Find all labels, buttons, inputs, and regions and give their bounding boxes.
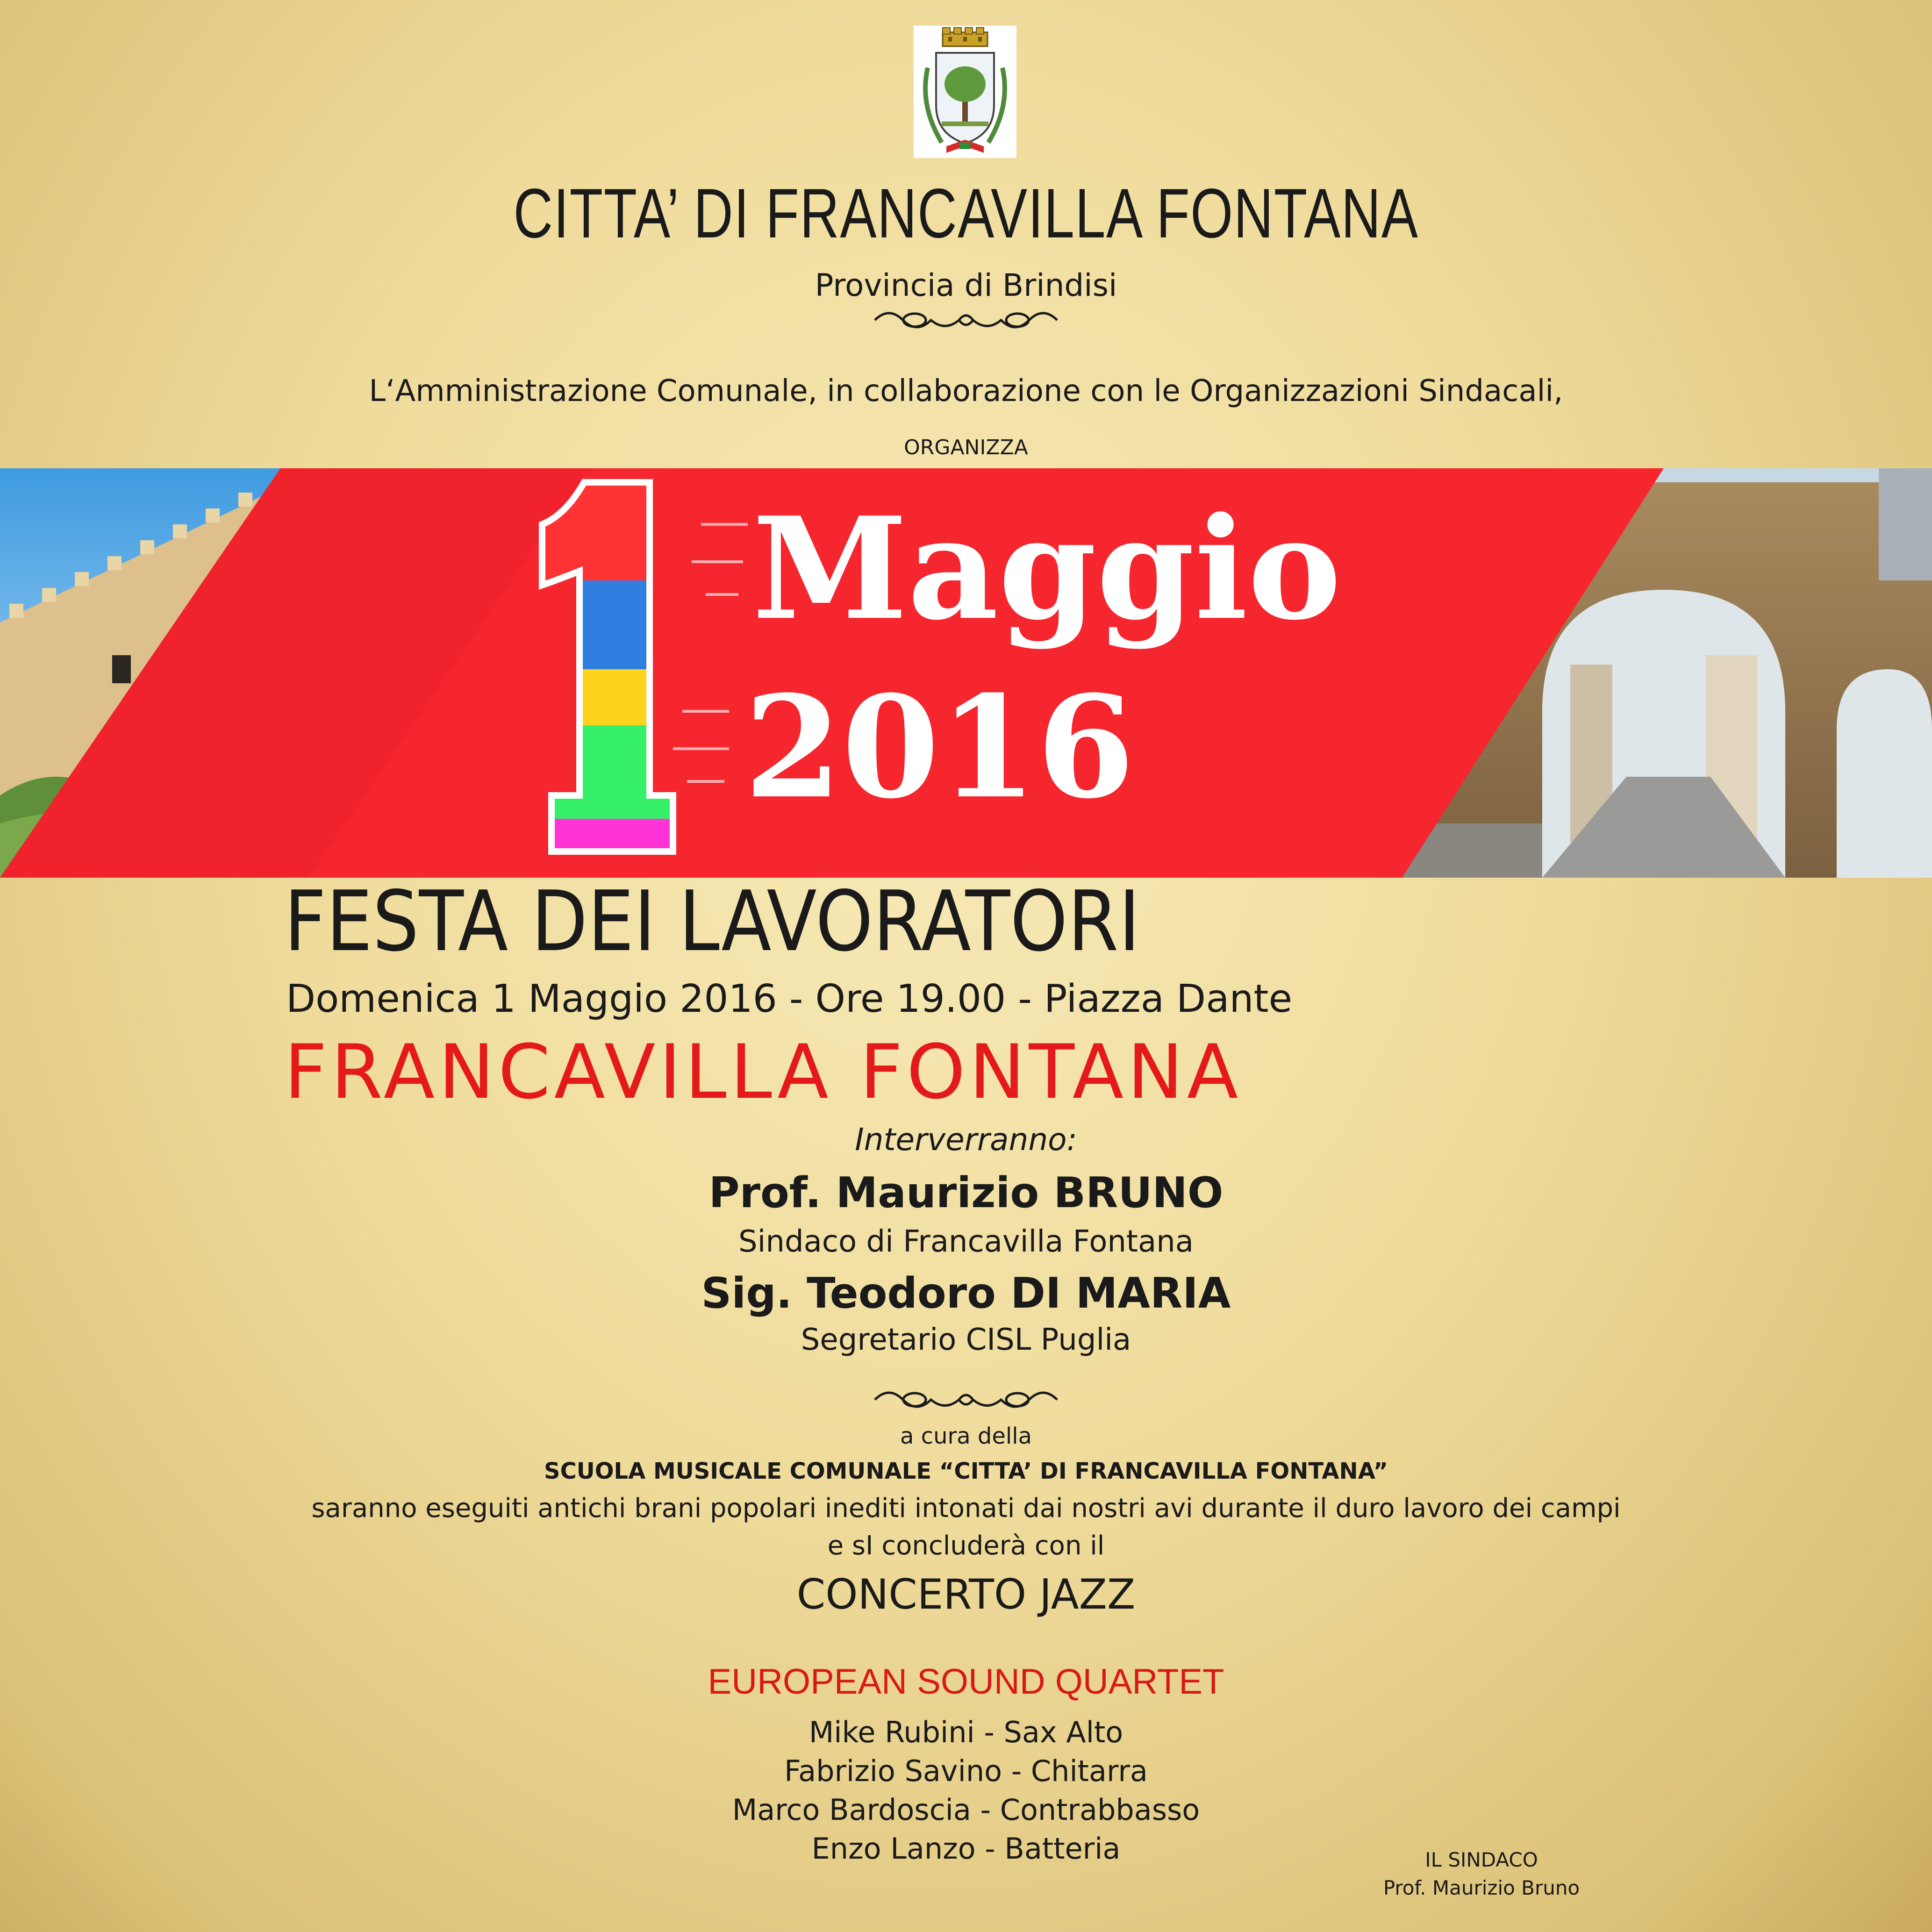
event-datetime: Domenica 1 Maggio 2016 - Ore 19.00 - Piazza Dante [286,977,1293,1021]
speaker-role: Segretario CISL Puglia [801,1323,1131,1357]
organizza-label: ORGANIZZA [904,436,1028,459]
event-city: FRANCAVILLA FONTANA [284,1028,1242,1116]
band-member: Mike Rubini - Sax Alto [809,1715,1123,1749]
signature-title: IL SINDACO [1425,1848,1538,1871]
band-member: Marco Bardoscia - Contrabbasso [732,1793,1200,1827]
speakers-heading: Interverranno: [855,1122,1077,1158]
province-label: Provincia di Brindisi [815,267,1117,303]
school-name: SCUOLA MUSICALE COMUNALE “CITTA’ DI FRANCAVILLA FONTANA” [544,1458,1388,1484]
band-name: EUROPEAN SOUND QUARTET [708,1662,1224,1702]
program-description: saranno eseguiti antichi brani popolari inediti intonati dai nostri avi durante il duro lavoro dei campi [311,1493,1621,1524]
flourish-icon [870,1383,1062,1416]
signature-name: Prof. Maurizio Bruno [1383,1876,1580,1899]
intro-text: L‘Amministrazione Comunale, in collaborazione con le Organizzazioni Sindacali, [369,374,1563,408]
speaker-role: Sindaco di Francavilla Fontana [738,1224,1194,1259]
speaker-name: Sig. Teodoro DI MARIA [701,1269,1231,1318]
year-text: 2016 [744,665,1135,830]
band-member: Fabrizio Savino - Chitarra [784,1754,1148,1788]
banner [0,468,1932,878]
flourish-icon [870,304,1062,336]
event-title: FESTA DEI LAVORATORI [284,873,1140,970]
band-member: Enzo Lanzo - Batteria [811,1832,1121,1866]
program-description: e sI concluderà con il [827,1531,1105,1561]
coat-of-arms-icon [914,26,1016,158]
concert-title: CONCERTO JAZZ [796,1570,1136,1618]
city-title: CITTA’ DI FRANCAVILLA FONTANA [513,174,1419,252]
month-text: Maggio [752,486,1342,651]
speaker-name: Prof. Maurizio BRUNO [708,1168,1224,1217]
a-cura-label: a cura della [900,1423,1032,1449]
